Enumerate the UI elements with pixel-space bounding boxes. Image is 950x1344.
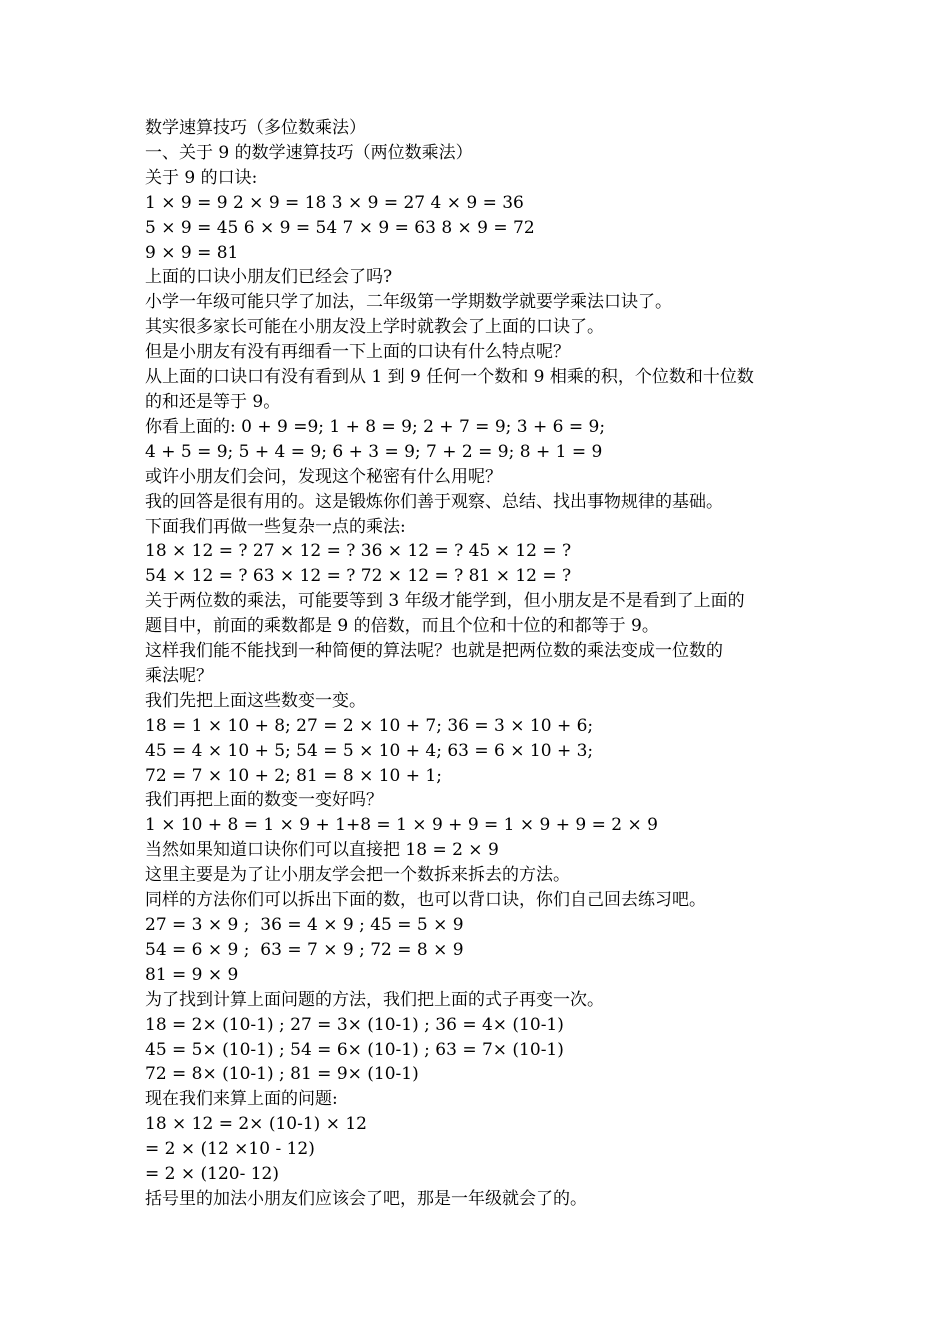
text-line: 从上面的口诀口有没有看到从 1 到 9 任何一个数和 9 相乘的积，个位数和十位数: [145, 367, 754, 388]
document-page: [145, 116, 835, 1212]
text-line: 为了找到计算上面问题的方法，我们把上面的式子再变一次。: [145, 989, 604, 1010]
text-line: 但是小朋友有没有再细看一下上面的口诀有什么特点呢？: [145, 342, 570, 363]
text-line: 其实很多家长可能在小朋友没上学时就教会了上面的口诀了。: [145, 317, 604, 338]
text-line: 我们再把上面的数变一变好吗？: [145, 790, 383, 811]
text-line: 或许小朋友们会问，发现这个秘密有什么用呢？: [145, 466, 502, 487]
formula-line: 72 = 7 × 10 + 2; 81 = 8 × 10 + 1;: [145, 765, 442, 786]
formula-line: 54 = 6 × 9 ; 63 = 7 × 9 ; 72 = 8 × 9: [145, 939, 464, 960]
formula-line: 18 = 2× (10-1) ; 27 = 3× (10-1) ; 36 = 4× (10-1): [145, 1014, 564, 1035]
formula-line: 81 = 9 × 9: [145, 964, 239, 985]
text-line: 当然如果知道口诀你们可以直接把 18 = 2 × 9: [145, 840, 499, 861]
formula-line: 18 = 1 × 10 + 8; 27 = 2 × 10 + 7; 36 = 3 × 10 + 6;: [145, 715, 594, 736]
formula-line: = 2 × (12 ×10 - 12): [145, 1139, 315, 1160]
document-title: 数学速算技巧（多位数乘法）: [145, 118, 366, 138]
text-line: 上面的口诀小朋友们已经会了吗?: [145, 267, 393, 288]
text-line: 关于两位数的乘法，可能要等到 3 年级才能学到，但小朋友是不是看到了上面的: [145, 591, 745, 612]
section-heading: 一、关于 9 的数学速算技巧（两位数乘法）: [145, 142, 473, 163]
formula-line: 1 × 9 = 9 2 × 9 = 18 3 × 9 = 27 4 × 9 = 36: [145, 192, 524, 213]
text-line: 关于 9 的口诀:: [145, 167, 258, 188]
text-line: 同样的方法你们可以拆出下面的数，也可以背口诀，你们自己回去练习吧。: [145, 890, 706, 911]
text-line: 下面我们再做一些复杂一点的乘法:: [145, 516, 406, 537]
text-line: 括号里的加法小朋友们应该会了吧，那是一年级就会了的。: [145, 1188, 587, 1209]
formula-line: 27 = 3 × 9 ; 36 = 4 × 9 ; 45 = 5 × 9: [145, 915, 464, 935]
formula-line: 你看上面的: 0 + 9 =9; 1 + 8 = 9; 2 + 7 = 9; 3 + 6 = 9;: [145, 416, 606, 437]
formula-line: = 2 × (120- 12): [145, 1164, 280, 1185]
text-line: 的和还是等于 9。: [145, 391, 281, 412]
formula-line: 18 × 12 = ? 27 × 12 = ? 36 × 12 = ? 45 × 12 = ?: [145, 541, 572, 562]
formula-line: 5 × 9 = 45 6 × 9 = 54 7 × 9 = 63 8 × 9 = 72: [145, 217, 535, 238]
text-line: 这样我们能不能找到一种简便的算法呢？也就是把两位数的乘法变成一位数的: [145, 641, 723, 662]
text-line: 乘法呢？: [145, 665, 213, 686]
text-line: 这里主要是为了让小朋友学会把一个数拆来拆去的方法。: [145, 865, 570, 886]
text-line: 小学一年级可能只学了加法，二年级第一学期数学就要学乘法口诀了。: [145, 292, 672, 313]
formula-line: 4 + 5 = 9; 5 + 4 = 9; 6 + 3 = 9; 7 + 2 = 9; 8 + 1 = 9: [145, 441, 603, 462]
formula-line: 72 = 8× (10-1) ; 81 = 9× (10-1): [145, 1064, 419, 1085]
formula-line: 9 × 9 = 81: [145, 242, 239, 263]
formula-line: 54 × 12 = ? 63 × 12 = ? 72 × 12 = ? 81 × 12 = ?: [145, 566, 572, 587]
formula-line: 45 = 5× (10-1) ; 54 = 6× (10-1) ; 63 = 7× (10-1): [145, 1039, 564, 1060]
text-line: 现在我们来算上面的问题:: [145, 1089, 338, 1110]
text-line: 题目中，前面的乘数都是 9 的倍数，而且个位和十位的和都等于 9。: [145, 616, 659, 637]
formula-line: 45 = 4 × 10 + 5; 54 = 5 × 10 + 4; 63 = 6 × 10 + 3;: [145, 740, 594, 761]
formula-line: 1 × 10 + 8 = 1 × 9 + 1+8 = 1 × 9 + 9 = 1 × 9 + 9 = 2 × 9: [145, 815, 658, 836]
text-line: 我的回答是很有用的。这是锻炼你们善于观察、总结、找出事物规律的基础。: [145, 491, 723, 512]
text-line: 我们先把上面这些数变一变。: [145, 690, 366, 711]
formula-line: 18 × 12 = 2× (10-1) × 12: [145, 1114, 367, 1135]
